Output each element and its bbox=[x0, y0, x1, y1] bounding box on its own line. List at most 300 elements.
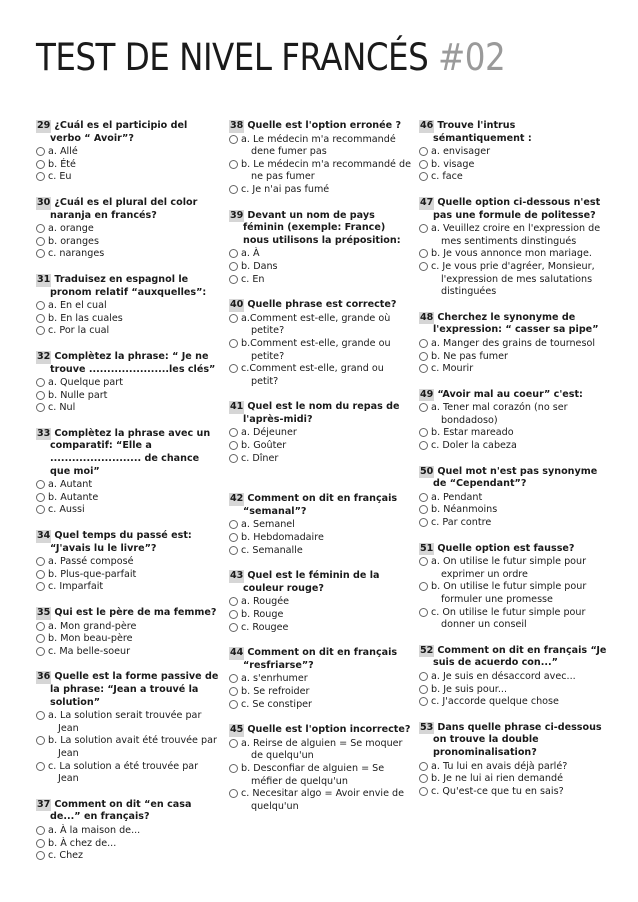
answer-option[interactable] bbox=[229, 788, 414, 813]
question-text bbox=[419, 645, 607, 670]
radio-circle-icon[interactable] bbox=[419, 364, 428, 373]
radio-circle-icon[interactable] bbox=[36, 851, 45, 860]
question-37 bbox=[36, 799, 220, 863]
question-label: Quelle option ci-dessous n'est pas une formule de politesse? bbox=[433, 196, 601, 221]
question-31 bbox=[36, 274, 220, 338]
answer-option[interactable] bbox=[419, 351, 607, 364]
answer-option-label: a. orange bbox=[48, 223, 94, 235]
question-label: Quelle est la forme passive de la phrase: “Jean a trouvé la solution” bbox=[50, 671, 219, 708]
radio-circle-icon[interactable] bbox=[229, 533, 238, 542]
answer-option[interactable] bbox=[229, 338, 414, 363]
answer-option-label: b. oranges bbox=[48, 235, 99, 247]
page-title bbox=[36, 36, 505, 80]
radio-circle-icon[interactable] bbox=[36, 622, 45, 631]
question-text bbox=[229, 724, 414, 737]
question-label: Comment on dit “en casa de...” en français? bbox=[50, 798, 192, 823]
title-main: TEST DE NIVEL FRANCÉS bbox=[36, 36, 429, 79]
question-48 bbox=[419, 312, 607, 376]
answer-option-label: c. Rougee bbox=[241, 621, 289, 633]
question-51 bbox=[419, 543, 607, 632]
question-text bbox=[229, 647, 414, 672]
radio-circle-icon[interactable] bbox=[36, 326, 45, 335]
question-label: Comment on dit en français “resfriarse”? bbox=[243, 647, 398, 671]
question-number: 35 bbox=[37, 607, 51, 618]
radio-circle-icon[interactable] bbox=[229, 364, 238, 373]
question-label: Quel mot n'est pas synonyme de “Cependant”? bbox=[433, 465, 598, 490]
answer-option-label: b. Goûter bbox=[241, 440, 287, 452]
question-text bbox=[36, 671, 220, 709]
answer-option[interactable] bbox=[36, 402, 220, 415]
answer-option[interactable] bbox=[36, 313, 220, 326]
answer-option[interactable] bbox=[229, 453, 414, 466]
question-text bbox=[229, 299, 414, 312]
answer-option[interactable] bbox=[419, 338, 607, 351]
answer-option[interactable] bbox=[36, 838, 220, 851]
question-label: Quel est le féminin de la couleur rouge? bbox=[243, 570, 380, 594]
answer-option-label: a. Je suis en désaccord avec... bbox=[431, 670, 576, 682]
answer-option[interactable] bbox=[36, 159, 220, 172]
answer-option[interactable] bbox=[36, 710, 220, 735]
answer-option-label: b. Estar mareado bbox=[431, 427, 514, 439]
answer-option-label: b. Rouge bbox=[241, 609, 284, 620]
question-label: Dans quelle phrase ci-dessous on trouve la double pronominalisation? bbox=[433, 721, 602, 758]
question-number: 38 bbox=[230, 120, 244, 131]
radio-circle-icon[interactable] bbox=[419, 160, 428, 169]
question-label: Complètez la phrase avec un comparatif: “Elle a ......................... de chance que moi” bbox=[50, 427, 211, 477]
answer-option[interactable] bbox=[36, 325, 220, 338]
answer-option-label: b. Je suis pour... bbox=[431, 683, 508, 695]
question-45 bbox=[229, 724, 414, 813]
answer-option[interactable] bbox=[229, 596, 414, 609]
answer-option[interactable] bbox=[419, 684, 607, 697]
radio-circle-icon[interactable] bbox=[229, 314, 238, 323]
answer-option-label: c. J'accorde quelque chose bbox=[431, 696, 559, 708]
answer-option[interactable] bbox=[229, 134, 414, 159]
radio-circle-icon[interactable] bbox=[419, 441, 428, 450]
question-49 bbox=[419, 389, 607, 453]
answer-option-label: a. Reirse de alguien = Se moquer de quelqu'un bbox=[241, 737, 403, 762]
answer-option[interactable] bbox=[229, 159, 414, 184]
answer-option[interactable] bbox=[419, 427, 607, 440]
answer-option[interactable] bbox=[419, 223, 607, 248]
answer-option[interactable] bbox=[36, 504, 220, 517]
radio-circle-icon[interactable] bbox=[36, 736, 45, 745]
answer-option-label: a. Tu lui en avais déjà parlé? bbox=[431, 760, 568, 772]
answer-option-label: b. Se refroider bbox=[241, 685, 310, 697]
question-number: 36 bbox=[37, 671, 51, 683]
title-number: #02 bbox=[438, 36, 506, 79]
answer-option[interactable] bbox=[229, 622, 414, 635]
question-number: 43 bbox=[230, 570, 244, 582]
question-number: 50 bbox=[420, 465, 434, 477]
answer-option[interactable] bbox=[229, 274, 414, 287]
question-label: Quel est le nom du repas de l'après-midi? bbox=[243, 401, 400, 425]
answer-option-label: c. Ma belle-soeur bbox=[48, 645, 131, 657]
question-label: Trouve l'intrus sémantiquement : bbox=[433, 120, 532, 144]
answer-option-label: a. À bbox=[241, 248, 260, 260]
answer-option[interactable] bbox=[36, 223, 220, 236]
radio-circle-icon[interactable] bbox=[229, 441, 238, 450]
question-text bbox=[229, 210, 414, 248]
question-number: 33 bbox=[37, 427, 51, 439]
radio-circle-icon[interactable] bbox=[419, 518, 428, 527]
answer-option-label: a.Comment est-elle, grande où petite? bbox=[241, 312, 391, 337]
question-text bbox=[36, 197, 220, 222]
answer-option[interactable] bbox=[36, 581, 220, 594]
answer-option[interactable] bbox=[36, 633, 220, 646]
radio-circle-icon[interactable] bbox=[419, 582, 428, 591]
answer-option[interactable] bbox=[229, 519, 414, 532]
answer-option-label: c. naranges bbox=[48, 248, 105, 260]
question-32 bbox=[36, 351, 220, 415]
answer-option[interactable] bbox=[229, 686, 414, 699]
answer-option[interactable] bbox=[36, 171, 220, 184]
answer-option-label: b. Desconfiar de alguien = Se méfier de quelqu'un bbox=[241, 762, 385, 787]
answer-option-label: b. visage bbox=[431, 158, 475, 170]
question-label: Complètez la phrase: “ Je ne trouve ......................les clés” bbox=[50, 350, 216, 375]
radio-circle-icon[interactable] bbox=[419, 672, 428, 681]
answer-option[interactable] bbox=[419, 671, 607, 684]
answer-option-label: c. Semanalle bbox=[241, 544, 303, 556]
answer-option[interactable] bbox=[229, 738, 414, 763]
answer-option-label: c. La solution a été trouvée par Jean bbox=[48, 760, 199, 785]
radio-circle-icon[interactable] bbox=[36, 557, 45, 566]
question-label: Quelle est l'option erronée ? bbox=[247, 120, 402, 131]
answer-option[interactable] bbox=[36, 377, 220, 390]
radio-circle-icon[interactable] bbox=[419, 147, 428, 156]
answer-option[interactable] bbox=[419, 248, 607, 261]
answer-option-label: c.Comment est-elle, grand ou petit? bbox=[241, 363, 384, 387]
question-43 bbox=[229, 570, 414, 634]
answer-option-label: b. Dans bbox=[241, 260, 278, 272]
question-29 bbox=[36, 120, 220, 184]
question-label: Cherchez le synonyme de l'expression: “ casser sa pipe” bbox=[433, 311, 599, 336]
question-number: 53 bbox=[420, 721, 434, 733]
answer-option-label: c. Je vous prie d'agréer, Monsieur, l'expression de mes salutations distinguées bbox=[431, 260, 595, 298]
radio-circle-icon[interactable] bbox=[419, 685, 428, 694]
answer-option[interactable] bbox=[229, 313, 414, 338]
answer-option[interactable] bbox=[229, 261, 414, 274]
radio-circle-icon[interactable] bbox=[419, 172, 428, 181]
answer-option-label: a. Veuillez croire en l'expression de mes sentiments dinstingués bbox=[431, 223, 601, 247]
question-text bbox=[36, 120, 220, 145]
answer-option[interactable] bbox=[229, 532, 414, 545]
radio-circle-icon[interactable] bbox=[419, 697, 428, 706]
answer-option-label: c. face bbox=[431, 171, 463, 183]
radio-circle-icon[interactable] bbox=[36, 826, 45, 835]
answer-option-label: c. Doler la cabeza bbox=[431, 440, 517, 452]
answer-option[interactable] bbox=[36, 146, 220, 159]
radio-circle-icon[interactable] bbox=[419, 262, 428, 271]
radio-circle-icon[interactable] bbox=[419, 249, 428, 258]
radio-circle-icon[interactable] bbox=[229, 764, 238, 773]
answer-option[interactable] bbox=[419, 761, 607, 774]
question-number: 29 bbox=[37, 120, 51, 131]
question-label: ¿Cuál es el plural del color naranja en francés? bbox=[50, 196, 198, 221]
answer-option[interactable] bbox=[36, 825, 220, 838]
answer-option[interactable] bbox=[229, 248, 414, 261]
answer-option[interactable] bbox=[419, 159, 607, 172]
radio-circle-icon[interactable] bbox=[419, 224, 428, 233]
answer-option[interactable] bbox=[229, 363, 414, 388]
answer-option-label: a. À la maison de... bbox=[48, 824, 141, 836]
answer-option[interactable] bbox=[419, 556, 607, 581]
answer-option[interactable] bbox=[419, 402, 607, 427]
radio-circle-icon[interactable] bbox=[229, 546, 238, 555]
radio-circle-icon[interactable] bbox=[229, 275, 238, 284]
question-label: Qui est le père de ma femme? bbox=[54, 607, 217, 618]
answer-option[interactable] bbox=[229, 440, 414, 453]
question-number: 32 bbox=[37, 350, 51, 362]
answer-option-label: c. Eu bbox=[48, 171, 72, 183]
radio-circle-icon[interactable] bbox=[36, 711, 45, 720]
answer-option-label: a. Semanel bbox=[241, 519, 295, 531]
radio-circle-icon[interactable] bbox=[36, 505, 45, 514]
answer-option[interactable] bbox=[229, 699, 414, 712]
answer-option-label: b. Ne pas fumer bbox=[431, 350, 508, 362]
radio-circle-icon[interactable] bbox=[229, 687, 238, 696]
question-text bbox=[36, 607, 220, 620]
answer-option-label: b. Autante bbox=[48, 491, 99, 503]
radio-circle-icon[interactable] bbox=[419, 557, 428, 566]
radio-circle-icon[interactable] bbox=[36, 249, 45, 258]
answer-option[interactable] bbox=[36, 390, 220, 403]
question-number: 42 bbox=[230, 493, 244, 505]
radio-circle-icon[interactable] bbox=[229, 339, 238, 348]
question-number: 45 bbox=[230, 724, 244, 736]
question-text bbox=[419, 197, 607, 222]
answer-option[interactable] bbox=[229, 184, 414, 197]
answer-option-label: a. En el cual bbox=[48, 300, 107, 312]
question-text bbox=[419, 466, 607, 491]
answer-option[interactable] bbox=[419, 261, 607, 299]
answer-option[interactable] bbox=[36, 569, 220, 582]
answer-option[interactable] bbox=[36, 646, 220, 659]
answer-option-label: c. Aussi bbox=[48, 504, 85, 516]
answer-option-label: c. Necesitar algo = Avoir envie de quelqu'un bbox=[241, 788, 405, 812]
question-40 bbox=[229, 299, 414, 388]
answer-option[interactable] bbox=[419, 171, 607, 184]
radio-circle-icon[interactable] bbox=[36, 224, 45, 233]
question-33 bbox=[36, 428, 220, 517]
question-label: Quelle est l'option incorrecte? bbox=[247, 724, 411, 736]
question-number: 39 bbox=[230, 209, 244, 221]
radio-circle-icon[interactable] bbox=[36, 147, 45, 156]
answer-option-label: c. Se constiper bbox=[241, 698, 313, 710]
radio-circle-icon[interactable] bbox=[36, 582, 45, 591]
answer-option-label: b. Plus-que-parfait bbox=[48, 568, 137, 580]
radio-circle-icon[interactable] bbox=[36, 160, 45, 169]
answer-option[interactable] bbox=[36, 236, 220, 249]
radio-circle-icon[interactable] bbox=[229, 262, 238, 271]
answer-option[interactable] bbox=[419, 786, 607, 799]
radio-circle-icon[interactable] bbox=[419, 428, 428, 437]
question-number: 44 bbox=[230, 647, 244, 659]
radio-circle-icon[interactable] bbox=[229, 428, 238, 437]
question-label: Quelle option est fausse? bbox=[437, 542, 575, 554]
question-text bbox=[36, 274, 220, 299]
radio-circle-icon[interactable] bbox=[229, 789, 238, 798]
question-number: 47 bbox=[420, 196, 434, 208]
answer-option[interactable] bbox=[229, 673, 414, 686]
question-44 bbox=[229, 647, 414, 711]
question-35 bbox=[36, 607, 220, 658]
radio-circle-icon[interactable] bbox=[36, 647, 45, 656]
radio-circle-icon[interactable] bbox=[36, 493, 45, 502]
radio-circle-icon[interactable] bbox=[229, 623, 238, 632]
question-label: Traduisez en espagnol le pronom relatif “auxquelles”: bbox=[50, 273, 207, 298]
question-column-1 bbox=[36, 120, 220, 876]
answer-option-label: c. Dîner bbox=[241, 452, 279, 464]
question-46 bbox=[419, 120, 607, 184]
radio-circle-icon[interactable] bbox=[229, 700, 238, 709]
radio-circle-icon[interactable] bbox=[36, 301, 45, 310]
answer-option[interactable] bbox=[36, 479, 220, 492]
answer-option-label: b. En las cuales bbox=[48, 312, 123, 324]
answer-option[interactable] bbox=[229, 609, 414, 622]
question-number: 41 bbox=[230, 401, 244, 413]
answer-option-label: b. On utilise le futur simple pour formuler une promesse bbox=[431, 581, 587, 605]
question-53 bbox=[419, 722, 607, 799]
radio-circle-icon[interactable] bbox=[419, 774, 428, 783]
radio-circle-icon[interactable] bbox=[419, 352, 428, 361]
question-number: 31 bbox=[37, 273, 51, 285]
radio-circle-icon[interactable] bbox=[419, 339, 428, 348]
answer-option-label: c. En bbox=[241, 273, 265, 285]
question-text bbox=[419, 120, 607, 145]
answer-option[interactable] bbox=[36, 735, 220, 760]
question-number: 34 bbox=[37, 530, 51, 542]
radio-circle-icon[interactable] bbox=[36, 570, 45, 579]
radio-circle-icon[interactable] bbox=[229, 520, 238, 529]
answer-option[interactable] bbox=[419, 696, 607, 709]
answer-option[interactable] bbox=[229, 545, 414, 558]
question-label: Comment on dit en français “semanal”? bbox=[243, 493, 398, 517]
question-47 bbox=[419, 197, 607, 299]
answer-option-label: b. Le médecin m'a recommandé de ne pas fumer bbox=[241, 158, 412, 183]
radio-circle-icon[interactable] bbox=[229, 674, 238, 683]
answer-option-label: b. Été bbox=[48, 158, 76, 170]
question-column-3 bbox=[419, 120, 607, 811]
answer-option[interactable] bbox=[419, 517, 607, 530]
answer-option-label: c. Je n'ai pas fumé bbox=[241, 183, 330, 195]
question-text bbox=[36, 351, 220, 376]
answer-option[interactable] bbox=[36, 492, 220, 505]
answer-option[interactable] bbox=[36, 556, 220, 569]
radio-circle-icon[interactable] bbox=[36, 480, 45, 489]
question-label: Devant un nom de pays féminin (exemple: France) nous utilisons la préposition: bbox=[243, 209, 401, 246]
answer-option-label: a. Pendant bbox=[431, 491, 483, 503]
answer-option[interactable] bbox=[36, 300, 220, 313]
question-42 bbox=[229, 493, 414, 557]
radio-circle-icon[interactable] bbox=[36, 762, 45, 771]
answer-option-label: b. Mon beau-père bbox=[48, 633, 133, 645]
answer-option-label: a. Passé composé bbox=[48, 556, 134, 568]
radio-circle-icon[interactable] bbox=[419, 608, 428, 617]
radio-circle-icon[interactable] bbox=[419, 493, 428, 502]
radio-circle-icon[interactable] bbox=[419, 762, 428, 771]
question-41 bbox=[229, 401, 414, 465]
radio-circle-icon[interactable] bbox=[36, 839, 45, 848]
answer-option-label: b.Comment est-elle, grande ou petite? bbox=[241, 337, 391, 362]
radio-circle-icon[interactable] bbox=[36, 403, 45, 412]
question-text bbox=[36, 530, 220, 555]
radio-circle-icon[interactable] bbox=[229, 597, 238, 606]
answer-option[interactable] bbox=[419, 773, 607, 786]
question-label: “Avoir mal au coeur” c'est: bbox=[437, 388, 583, 400]
answer-option-label: a. La solution serait trouvée par Jean bbox=[48, 710, 202, 734]
answer-option-label: a. Autant bbox=[48, 479, 93, 491]
question-column-2 bbox=[229, 120, 414, 826]
radio-circle-icon[interactable] bbox=[36, 391, 45, 400]
answer-option[interactable] bbox=[36, 850, 220, 863]
question-number: 30 bbox=[37, 196, 51, 208]
radio-circle-icon[interactable] bbox=[419, 505, 428, 514]
radio-circle-icon[interactable] bbox=[36, 634, 45, 643]
answer-option-label: c. Qu'est-ce que tu en sais? bbox=[431, 785, 564, 797]
answer-option-label: a. Tener mal corazón (no ser bondadoso) bbox=[431, 402, 568, 426]
answer-option-label: c. Nul bbox=[48, 402, 76, 414]
radio-circle-icon[interactable] bbox=[419, 787, 428, 796]
answer-option[interactable] bbox=[229, 427, 414, 440]
question-text bbox=[229, 120, 414, 133]
question-text bbox=[36, 428, 220, 478]
question-label: ¿Cuál es el participio del verbo “ Avoir”? bbox=[50, 120, 188, 144]
answer-option[interactable] bbox=[36, 248, 220, 261]
radio-circle-icon[interactable] bbox=[229, 249, 238, 258]
question-number: 37 bbox=[37, 798, 51, 810]
answer-option-label: a. On utilise le futur simple pour exprimer un ordre bbox=[431, 556, 587, 580]
answer-option-label: c. Imparfait bbox=[48, 581, 104, 593]
radio-circle-icon[interactable] bbox=[36, 172, 45, 181]
radio-circle-icon[interactable] bbox=[229, 610, 238, 619]
answer-option-label: b. À chez de... bbox=[48, 837, 117, 849]
question-text bbox=[419, 722, 607, 760]
answer-option[interactable] bbox=[36, 761, 220, 786]
answer-option[interactable] bbox=[419, 363, 607, 376]
answer-option[interactable] bbox=[419, 440, 607, 453]
radio-circle-icon[interactable] bbox=[229, 739, 238, 748]
answer-option-label: c. Par contre bbox=[431, 517, 492, 529]
radio-circle-icon[interactable] bbox=[229, 160, 238, 169]
radio-circle-icon[interactable] bbox=[36, 378, 45, 387]
answer-option[interactable] bbox=[419, 581, 607, 606]
answer-option-label: a. Quelque part bbox=[48, 377, 123, 389]
radio-circle-icon[interactable] bbox=[36, 314, 45, 323]
radio-circle-icon[interactable] bbox=[229, 454, 238, 463]
question-text bbox=[229, 570, 414, 595]
answer-option-label: c. Mourir bbox=[431, 363, 474, 375]
question-number: 48 bbox=[420, 311, 434, 323]
radio-circle-icon[interactable] bbox=[229, 135, 238, 144]
question-label: Quel temps du passé est: “J'avais lu le livre”? bbox=[50, 530, 192, 554]
answer-option[interactable] bbox=[229, 763, 414, 788]
answer-option[interactable] bbox=[419, 607, 607, 632]
answer-option-label: a. Rougée bbox=[241, 596, 290, 608]
question-text bbox=[419, 389, 607, 402]
radio-circle-icon[interactable] bbox=[36, 237, 45, 246]
question-number: 40 bbox=[230, 299, 244, 311]
answer-option-label: b. Néanmoins bbox=[431, 504, 498, 516]
radio-circle-icon[interactable] bbox=[229, 185, 238, 194]
answer-option-label: c. On utilise le futur simple pour donner un conseil bbox=[431, 606, 586, 631]
answer-option[interactable] bbox=[36, 621, 220, 634]
radio-circle-icon[interactable] bbox=[419, 403, 428, 412]
question-number: 51 bbox=[420, 542, 434, 554]
answer-option[interactable] bbox=[419, 146, 607, 159]
answer-option[interactable] bbox=[419, 504, 607, 517]
answer-option[interactable] bbox=[419, 492, 607, 505]
